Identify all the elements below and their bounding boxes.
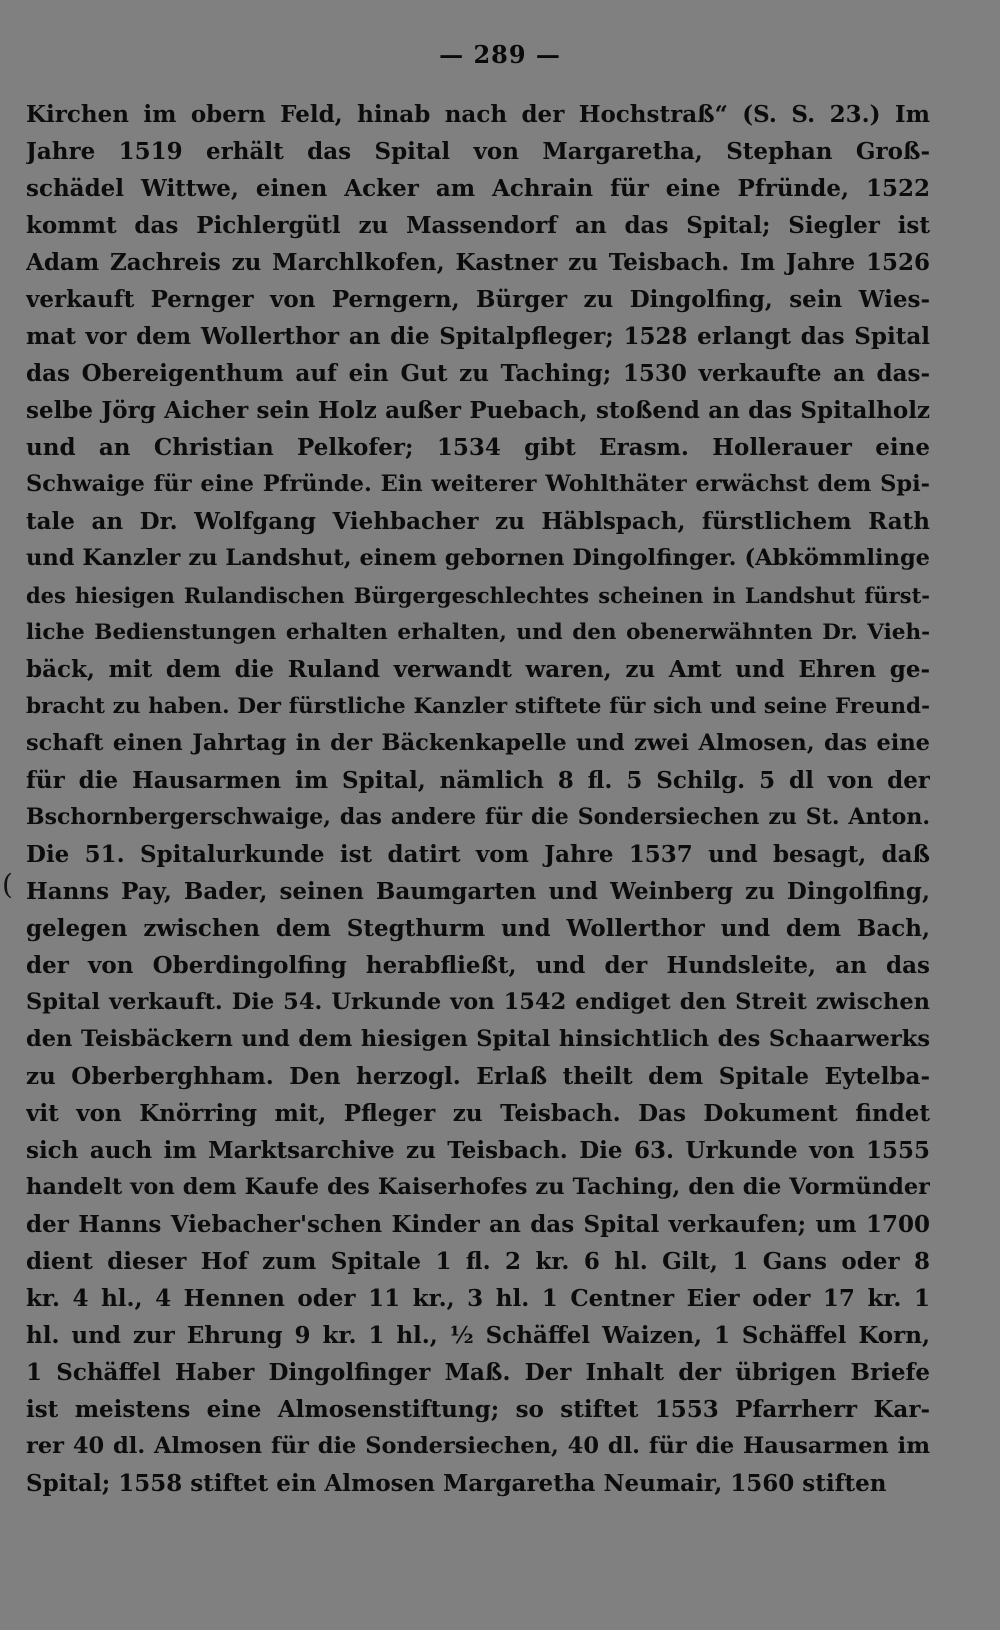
text-line: kommt das Pichlergütl zu Massendorf an das Spital; Siegler ist — [26, 212, 930, 239]
text-line: der Hanns Viebacher'schen Kinder an das Spital verkaufen; um 1700 — [26, 1211, 930, 1238]
text-line: tale an Dr. Wolfgang Viehbacher zu Häblspach, fürstlichem Rath — [26, 508, 930, 535]
text-line: Hanns Pay, Bader, seinen Baumgarten und Weinberg zu Dingolfing, — [26, 878, 930, 905]
text-line: verkauft Pernger von Perngern, Bürger zu Dingolfing, sein Wies- — [26, 286, 930, 313]
text-line: Jahre 1519 erhält das Spital von Margaretha, Stephan Groß- — [26, 138, 930, 165]
text-line: bäck, mit dem die Ruland verwandt waren, zu Amt und Ehren ge- — [26, 656, 930, 683]
text-line: selbe Jörg Aicher sein Holz außer Puebach, stoßend an das Spitalholz — [26, 397, 930, 424]
text-line: schädel Wittwe, einen Acker am Achrain für eine Pfründe, 1522 — [26, 175, 930, 202]
text-line: Bschornbergerschwaige, das andere für die Sondersiechen zu St. Anton. — [26, 804, 930, 830]
text-line: handelt von dem Kaufe des Kaiserhofes zu Taching, den die Vormünder — [26, 1174, 930, 1200]
text-line: der von Oberdingolfing herabfließt, und der Hundsleite, an das — [26, 952, 930, 979]
text-line: dient dieser Hof zum Spitale 1 fl. 2 kr. 6 hl. Gilt, 1 Gans oder 8 — [26, 1248, 930, 1275]
text-line: Kirchen im obern Feld, hinab nach der Hochstraß“ (S. S. 23.) Im — [26, 101, 930, 128]
text-line: 1 Schäffel Haber Dingolfinger Maß. Der Inhalt der übrigen Briefe — [26, 1359, 930, 1386]
text-line: des hiesigen Rulandischen Bürgergeschlechtes scheinen in Landshut fürst- — [26, 583, 930, 608]
text-line: Spital; 1558 stiftet ein Almosen Margaretha Neumair, 1560 stiften — [26, 1470, 887, 1497]
text-line: für die Hausarmen im Spital, nämlich 8 fl. 5 Schilg. 5 dl von der — [26, 767, 930, 794]
text-line: bracht zu haben. Der fürstliche Kanzler stiftete für sich und seine Freund- — [26, 694, 930, 719]
text-line: vit von Knörring mit, Pfleger zu Teisbach. Das Dokument findet — [26, 1100, 930, 1127]
text-line: liche Bedienstungen erhalten erhalten, und den obenerwähnten Dr. Vieh- — [26, 620, 930, 645]
text-line: zu Oberberghham. Den herzogl. Erlaß theilt dem Spitale Eytelba- — [26, 1063, 930, 1090]
text-line: und Kanzler zu Landshut, einem gebornen Dingolfinger. (Abkömmlinge — [26, 545, 930, 571]
text-line: ist meistens eine Almosenstiftung; so stiftet 1553 Pfarrherr Kar- — [26, 1396, 930, 1423]
page-number-header: — 289 — — [439, 40, 561, 69]
text-line: hl. und zur Ehrung 9 kr. 1 hl., ½ Schäffel Waizen, 1 Schäffel Korn, — [26, 1322, 930, 1349]
text-line: das Obereigenthum auf ein Gut zu Taching; 1530 verkaufte an das- — [26, 360, 930, 387]
text-line: Die 51. Spitalurkunde ist datirt vom Jahre 1537 und besagt, daß — [26, 841, 930, 868]
text-line: mat vor dem Wollerthor an die Spitalpfleger; 1528 erlangt das Spital — [26, 323, 930, 350]
text-line: Adam Zachreis zu Marchlkofen, Kastner zu Teisbach. Im Jahre 1526 — [26, 249, 930, 276]
text-line: kr. 4 hl., 4 Hennen oder 11 kr., 3 hl. 1 Centner Eier oder 17 kr. 1 — [26, 1285, 930, 1312]
margin-mark: ( — [2, 868, 13, 901]
text-line: sich auch im Marktsarchive zu Teisbach. Die 63. Urkunde von 1555 — [26, 1137, 930, 1164]
text-line: gelegen zwischen dem Stegthurm und Wollerthor und dem Bach, — [26, 915, 930, 942]
text-line: den Teisbäckern und dem hiesigen Spital hinsichtlich des Schaarwerks — [26, 1026, 930, 1052]
text-line: schaft einen Jahrtag in der Bäckenkapelle und zwei Almosen, das eine — [26, 730, 930, 756]
text-line: Spital verkauft. Die 54. Urkunde von 1542 endiget den Streit zwischen — [26, 989, 930, 1015]
text-line: rer 40 dl. Almosen für die Sondersiechen, 40 dl. für die Hausarmen im — [26, 1433, 930, 1459]
text-line: und an Christian Pelkofer; 1534 gibt Erasm. Hollerauer eine — [26, 434, 930, 461]
page-body-text — [26, 96, 930, 1502]
text-line: Schwaige für eine Pfründe. Ein weiterer Wohlthäter erwächst dem Spi- — [26, 471, 930, 497]
